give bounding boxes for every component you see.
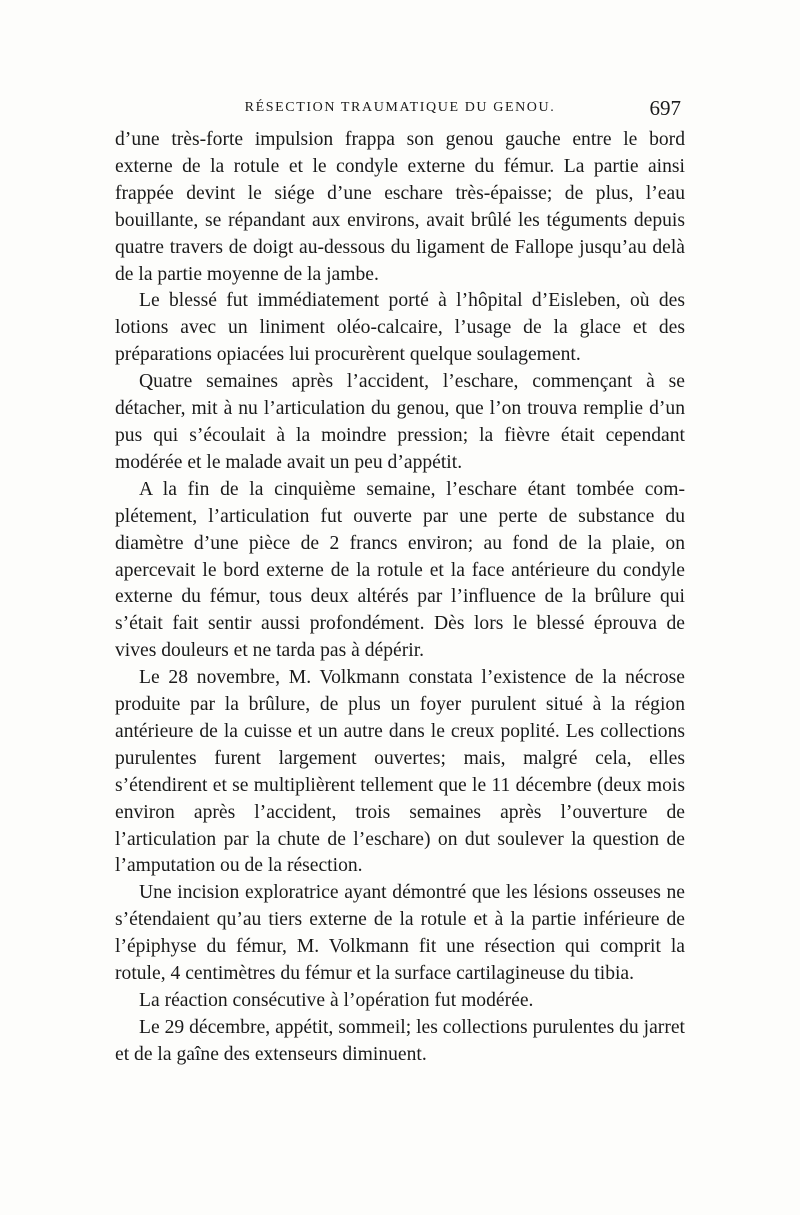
- paragraph: A la fin de la cinquième semaine, l’eschare étant tombée complétement, l’articulation fut ouverte par une perte de substance du diamètre d’une pièce de 2 francs environ; au fond de la plaie, on apercevait le bord externe de la rotule et la face antérieure du condyle externe du fémur, tous deux altérés par l’influence de la brûlure qui s’était fait sentir aussi profondément. Dès lors le blessé éprouva de vives douleurs et ne tarda pas à dépérir.: [115, 478, 685, 662]
- running-title: RÉSECTION TRAUMATIQUE DU GENOU.: [244, 100, 556, 115]
- paragraph: Le blessé fut immédiatement porté à l’hôpital d’Eisleben, où des lotions avec un liniment oléo-calcaire, l’usage de la glace et des préparations opiacées lui procurèrent quelque soulagement.: [115, 290, 685, 366]
- body-text: [115, 127, 685, 1069]
- paragraph: Quatre semaines après l’accident, l’eschare, commençant à se détacher, mit à nu l’articulation du genou, que l’on trouva remplie d’un pus qui s’écoulait à la moindre pression; la fièvre était cependant modérée et le malade avait un peu d’appétit.: [115, 371, 685, 473]
- paragraph: Une incision exploratrice ayant démontré que les lésions osseuses ne s’étendaient qu’au tiers externe de la rotule et à la partie inférieure de l’épiphyse du fémur, M. Volkmann fit une résection qui comprit la rotule, 4 centimètres du fémur et la surface cartilagineuse du tibia.: [115, 882, 685, 985]
- paragraph-continuation: d’une très-forte impulsion frappa son genou gauche entre le bord externe de la rotule et le condyle externe du fémur. La partie ainsi frappée devint le siége d’une eschare très-épaisse; de plus, l’eau bouillante, se répandant aux environs, avait brûlé les téguments depuis quatre travers de doigt au-dessous du ligament de Fallope jusqu’au delà de la partie moyenne de la jambe.: [115, 129, 685, 285]
- paragraph: La réaction consécutive à l’opération fut modérée.: [139, 990, 534, 1011]
- paragraph: Le 29 décembre, appétit, sommeil; les collections purulentes du jarret et de la gaîne des extenseurs diminuent.: [115, 1016, 685, 1065]
- running-head: [115, 96, 685, 124]
- paragraph: Le 28 novembre, M. Volkmann constata l’existence de la nécrose produite par la brûlure, de plus un foyer purulent situé à la région antérieure de la cuisse et un autre dans le creux poplité. Les collections purulentes furent largement ouvertes; mais, malgré cela, elles s’étendirent et se multiplièrent tellement que le 11 décembre (deux mois environ après l’accident, trois semaines après l’ouverture de l’articulation par la chute de l’eschare) on dut soulever la question de l’amputation ou de la résection.: [115, 667, 685, 877]
- page-number: 697: [649, 96, 681, 120]
